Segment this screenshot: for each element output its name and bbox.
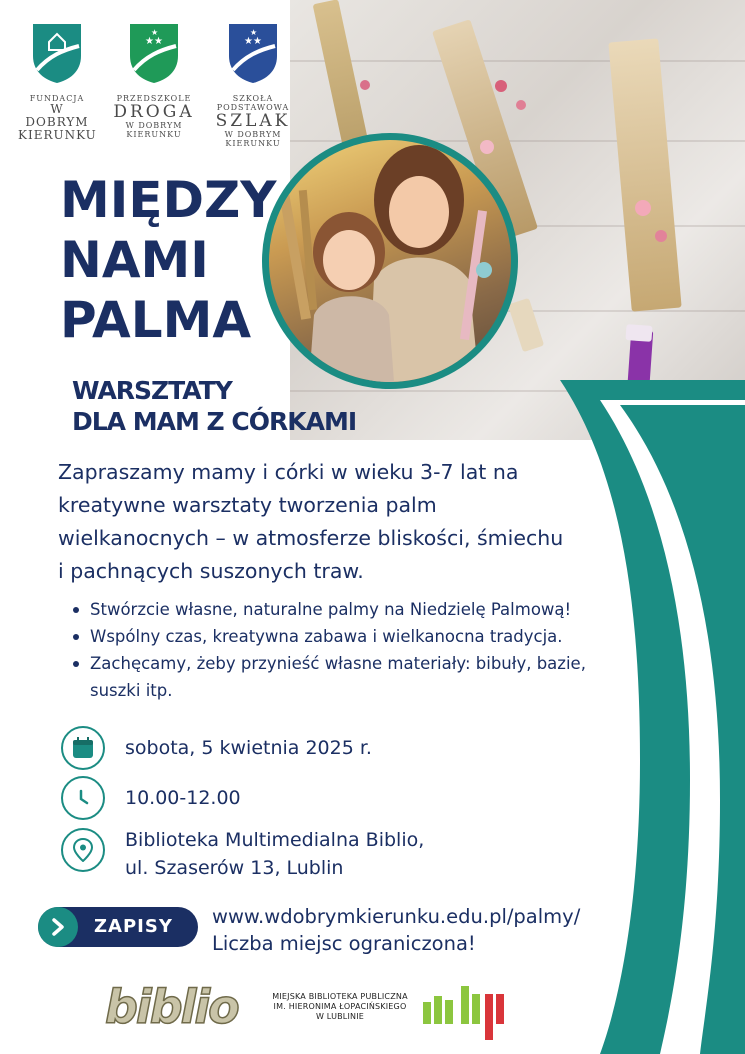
mbp-logo (423, 980, 513, 1040)
zapisy-button-label: ZAPISY (94, 916, 173, 937)
registration-info (212, 903, 580, 957)
title-line-1: MIĘDZY (60, 171, 277, 229)
svg-text:★: ★ (151, 28, 159, 37)
clock-icon (61, 776, 105, 820)
calendar-icon (61, 726, 105, 770)
logo-droga (100, 22, 208, 139)
shield-road-icon (29, 22, 85, 84)
logo-fundacja (18, 22, 96, 142)
subtitle-line-1: WARSZTATY (72, 376, 232, 405)
biblio-logo: biblio (105, 980, 238, 1034)
list-item: Zachęcamy, żeby przynieść własne materiały: bibuły, bazie, suszki itp. (70, 650, 630, 704)
registration-url[interactable]: www.wdobrymkierunku.edu.pl/palmy/ (212, 905, 581, 928)
library-name (255, 992, 425, 1022)
logo-droga-top: PRZEDSZKOLE (116, 94, 192, 103)
logo-fundacja-main: W DOBRYM (25, 102, 89, 129)
shield-stars-icon (126, 22, 182, 84)
logo-droga-bottom: W DOBRYM KIERUNKU (125, 121, 183, 139)
chevron-right-icon (38, 907, 78, 947)
location-pin-icon (61, 828, 105, 872)
mother-daughter-photo (262, 133, 518, 389)
event-time: 10.00-12.00 (125, 787, 241, 809)
shield-stars-icon (225, 22, 281, 84)
svg-text:★★: ★★ (244, 36, 262, 47)
event-subtitle (72, 375, 452, 437)
event-date: sobota, 5 kwietnia 2025 r. (125, 737, 372, 759)
library-line-1: MIEJSKA BIBLIOTEKA PUBLICZNA (272, 992, 408, 1001)
event-place (125, 826, 424, 882)
logo-fundacja-bottom: KIERUNKU (18, 128, 97, 142)
library-line-2: IM. HIERONIMA ŁOPACIŃSKIEGO (273, 1002, 407, 1011)
bullet-list (70, 596, 630, 704)
logo-szlak-top: SZKOŁA PODSTAWOWA (216, 94, 290, 112)
mother-daughter-illustration (269, 140, 511, 382)
list-item: Stwórzcie własne, naturalne palmy na Niedzielę Palmową! (70, 596, 630, 623)
logo-fundacja-top: FUNDACJA (29, 94, 85, 103)
title-line-2: NAMI (60, 231, 209, 289)
logo-szlak-main: SZLAK (215, 111, 291, 131)
place-line-1: Biblioteka Multimedialna Biblio, (125, 829, 425, 851)
subtitle-line-2: DLA MAM Z CÓRKAMI (72, 407, 357, 436)
library-line-3: W LUBLINIE (315, 1012, 365, 1021)
svg-text:★★: ★★ (145, 36, 163, 47)
logo-droga-main: DROGA (113, 102, 195, 122)
svg-text:★: ★ (250, 28, 258, 37)
zapisy-button[interactable] (38, 907, 198, 947)
logo-szlak (200, 22, 306, 148)
list-item: Wspólny czas, kreatywna zabawa i wielkanocna tradycja. (70, 623, 630, 650)
registration-note: Liczba miejsc ograniczona! (212, 932, 476, 955)
logo-szlak-bottom: W DOBRYM KIERUNKU (224, 130, 282, 148)
intro-text: Zapraszamy mamy i córki w wieku 3-7 lat na kreatywne warsztaty tworzenia palm wielkanocnych – w atmosferze bliskości, śmiechu i pachnących suszonych traw. (58, 460, 564, 583)
title-line-3: PALMA (60, 291, 252, 349)
place-line-2: ul. Szaserów 13, Lublin (125, 857, 344, 879)
